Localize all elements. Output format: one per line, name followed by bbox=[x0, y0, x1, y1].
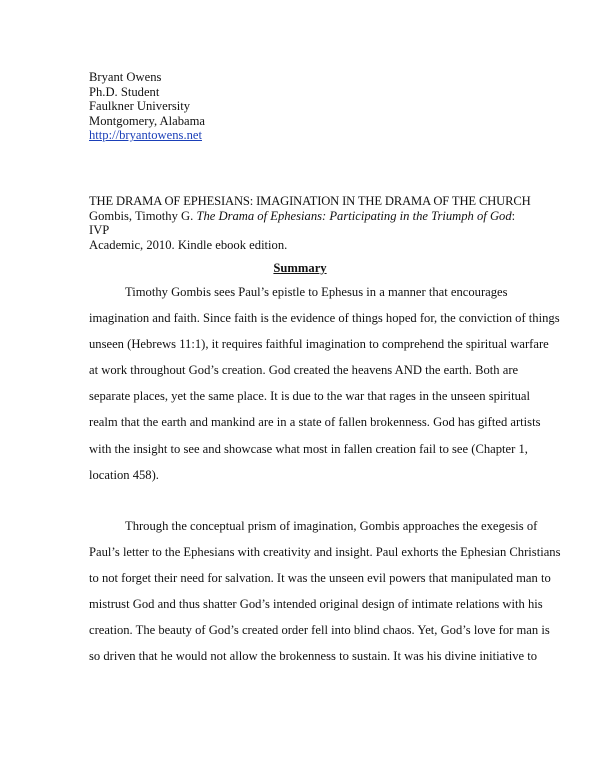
author-website-link[interactable]: http://bryantowens.net bbox=[89, 128, 202, 143]
paragraph-line: mistrust God and thus shatter God’s intended original design of intimate relations with his bbox=[89, 597, 543, 612]
paragraph-line: separate places, yet the same place. It is due to the war that rages in the unseen spiritual bbox=[89, 389, 530, 404]
summary-paragraph-2 bbox=[89, 513, 561, 670]
paragraph-line: unseen (Hebrews 11:1), it requires faithful imagination to comprehend the spiritual warfare bbox=[89, 337, 549, 352]
citation-author: Gombis, Timothy G. bbox=[89, 208, 194, 223]
title-block bbox=[89, 194, 529, 252]
paragraph-line: with the insight to see and showcase what most in fallen creation fail to see (Chapter 1, bbox=[89, 441, 528, 456]
author-name: Bryant Owens bbox=[89, 70, 162, 84]
citation-publisher: : IVP bbox=[89, 208, 516, 238]
paragraph-line: Timothy Gombis sees Paul’s epistle to Ephesus in a manner that encourages bbox=[125, 285, 508, 299]
summary-paragraph-1 bbox=[89, 279, 560, 488]
author-role: Ph.D. Student bbox=[89, 84, 160, 99]
author-location: Montgomery, Alabama bbox=[89, 113, 205, 128]
document-title: THE DRAMA OF EPHESIANS: IMAGINATION IN THE DRAMA OF THE CHURCH bbox=[89, 194, 531, 208]
summary-heading: Summary bbox=[273, 261, 327, 275]
paragraph-line: Paul’s letter to the Ephesians with creativity and insight. Paul exhorts the Ephesian Christians bbox=[89, 545, 561, 560]
citation bbox=[89, 209, 529, 253]
paragraph-line: imagination and faith. Since faith is the evidence of things hoped for, the conviction of things bbox=[89, 311, 560, 326]
paragraph-line: realm that the earth and mankind are in a state of fallen brokenness. God has gifted artists bbox=[89, 415, 541, 430]
paragraph-line: to not forget their need for salvation. It was the unseen evil powers that manipulated man to bbox=[89, 571, 551, 586]
citation-edition: Academic, 2010. Kindle ebook edition. bbox=[89, 237, 288, 252]
paragraph-line: location 458). bbox=[89, 467, 159, 482]
author-institution: Faulkner University bbox=[89, 99, 191, 114]
paragraph-line: so driven that he would not allow the brokenness to sustain. It was his divine initiative to bbox=[89, 649, 538, 664]
author-block bbox=[89, 70, 205, 143]
paragraph-line: creation. The beauty of God’s created order fell into blind chaos. Yet, God’s love for man is bbox=[89, 623, 550, 638]
citation-book-title: The Drama of Ephesians: Participating in the Triumph of God bbox=[196, 208, 512, 223]
paragraph-line: at work throughout God’s creation. God created the heavens AND the earth. Both are bbox=[89, 363, 519, 378]
paragraph-line: Through the conceptual prism of imagination, Gombis approaches the exegesis of bbox=[125, 519, 538, 533]
